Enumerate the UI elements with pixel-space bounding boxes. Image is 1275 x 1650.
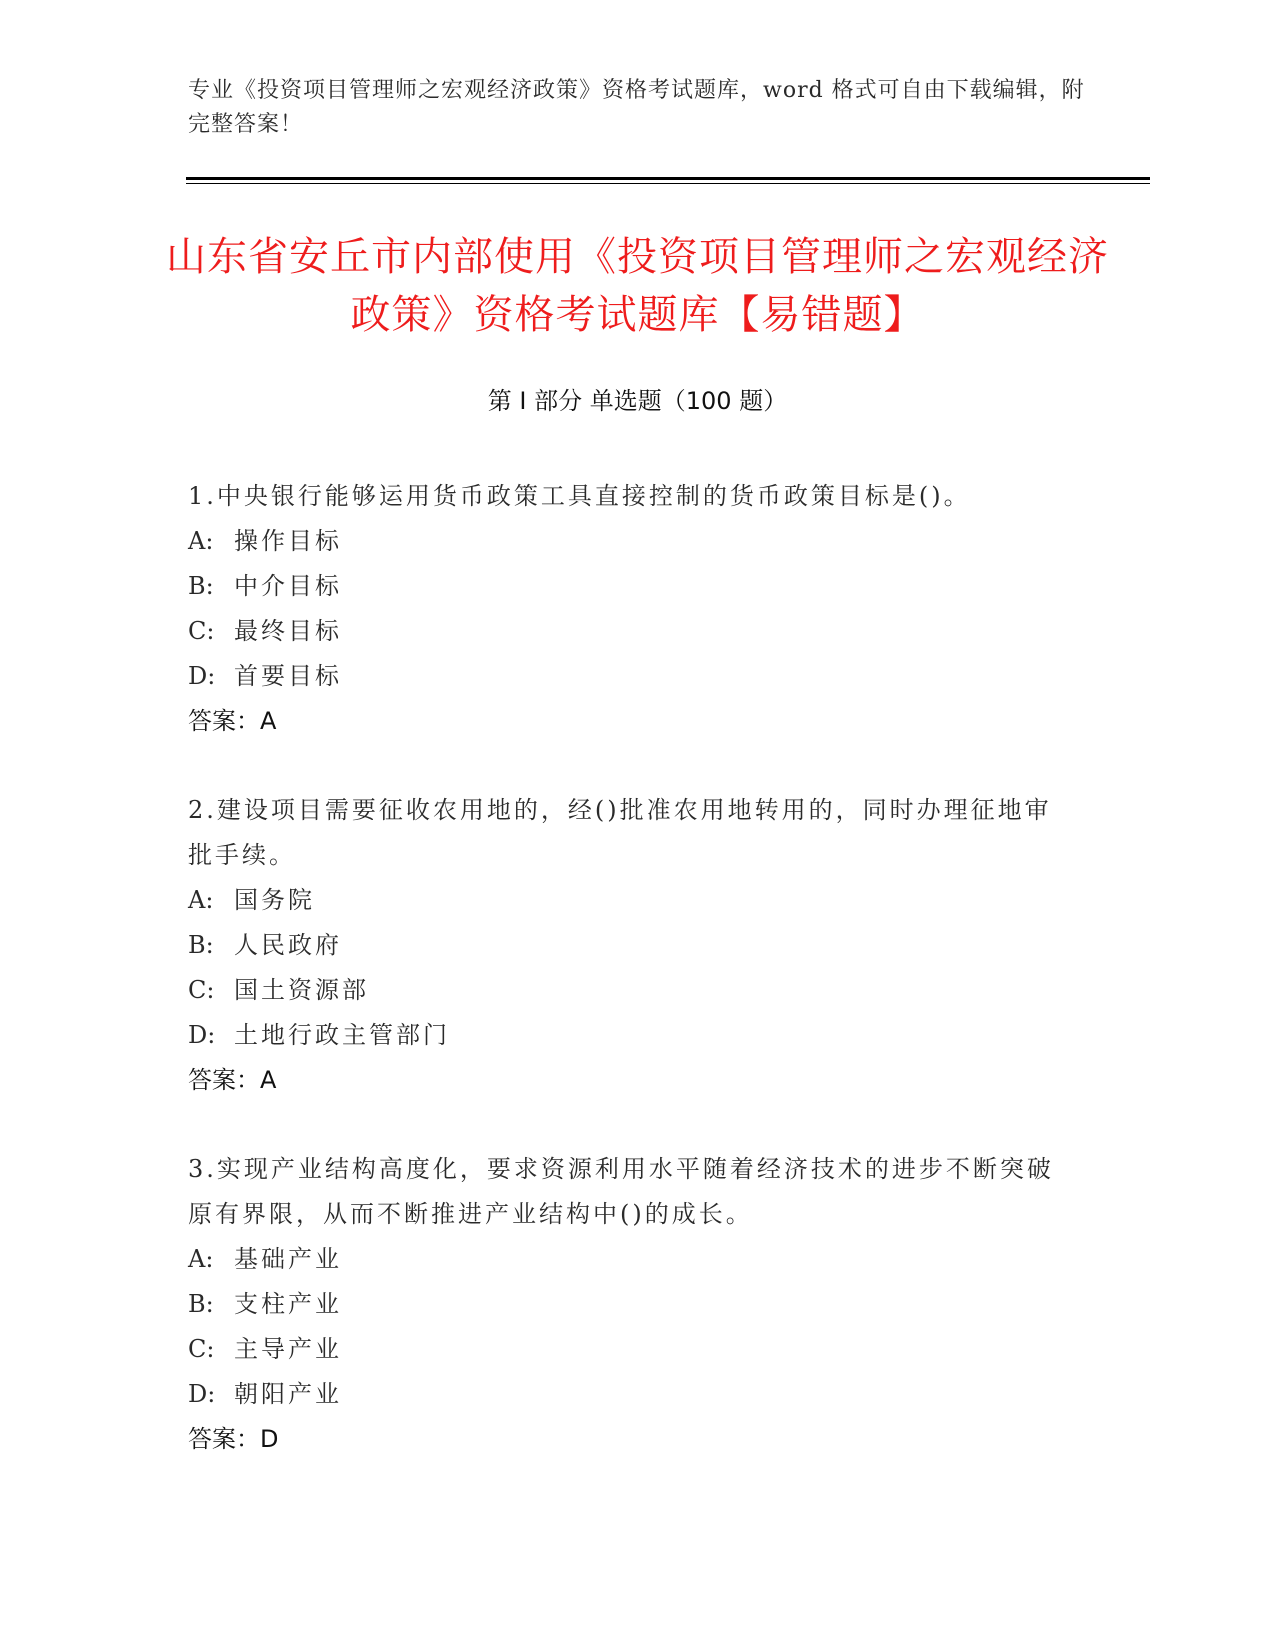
answer-label: 答案： bbox=[188, 1066, 260, 1094]
answer-value: A bbox=[260, 707, 277, 735]
option-key: A: bbox=[188, 1245, 214, 1273]
question-stem: 2.建设项目需要征收农用地的，经()批准农用地转用的，同时办理征地审批手续。 bbox=[188, 796, 1052, 869]
header-divider-thick bbox=[186, 177, 1150, 180]
option-c bbox=[188, 609, 1068, 654]
option-text: 朝阳产业 bbox=[234, 1380, 342, 1408]
option-d bbox=[188, 1372, 1068, 1417]
question-1 bbox=[188, 474, 1068, 744]
question-list bbox=[188, 474, 1068, 1506]
option-text: 首要目标 bbox=[234, 662, 342, 690]
header-divider-thin bbox=[186, 183, 1150, 184]
answer-value: D bbox=[260, 1425, 279, 1453]
option-text: 操作目标 bbox=[234, 527, 342, 555]
option-key: B: bbox=[188, 1290, 214, 1318]
document-title: 山东省安丘市内部使用《投资项目管理师之宏观经济政策》资格考试题库【易错题】 bbox=[166, 234, 1109, 338]
option-key: A: bbox=[188, 886, 214, 914]
option-text: 中介目标 bbox=[234, 572, 342, 600]
answer-label: 答案： bbox=[188, 707, 260, 735]
option-c bbox=[188, 968, 1068, 1013]
section-title: 第 I 部分 单选题（100 题） bbox=[487, 387, 788, 415]
answer-line bbox=[188, 1417, 1068, 1462]
option-b bbox=[188, 564, 1068, 609]
answer-line bbox=[188, 1058, 1068, 1103]
option-text: 支柱产业 bbox=[234, 1290, 342, 1318]
option-d bbox=[188, 1013, 1068, 1058]
option-key: C: bbox=[188, 1335, 215, 1363]
option-key: C: bbox=[188, 976, 215, 1004]
header-note: 专业《投资项目管理师之宏观经济政策》资格考试题库，word 格式可自由下载编辑，附完整答案！ bbox=[188, 78, 1085, 137]
option-key: D: bbox=[188, 662, 216, 690]
answer-value: A bbox=[260, 1066, 277, 1094]
option-key: A: bbox=[188, 527, 214, 555]
question-stem: 1.中央银行能够运用货币政策工具直接控制的货币政策目标是()。 bbox=[188, 482, 971, 510]
option-text: 人民政府 bbox=[234, 931, 342, 959]
option-text: 基础产业 bbox=[234, 1245, 342, 1273]
question-3 bbox=[188, 1147, 1068, 1462]
option-text: 主导产业 bbox=[234, 1335, 342, 1363]
answer-label: 答案： bbox=[188, 1425, 260, 1453]
option-key: B: bbox=[188, 931, 214, 959]
option-key: D: bbox=[188, 1021, 216, 1049]
question-stem: 3.实现产业结构高度化，要求资源利用水平随着经济技术的进步不断突破原有界限，从而不断推进产业结构中()的成长。 bbox=[188, 1155, 1054, 1228]
option-a bbox=[188, 878, 1068, 923]
option-a bbox=[188, 519, 1068, 564]
option-text: 国土资源部 bbox=[234, 976, 369, 1004]
option-key: B: bbox=[188, 572, 214, 600]
question-2 bbox=[188, 788, 1068, 1103]
option-c bbox=[188, 1327, 1068, 1372]
option-key: D: bbox=[188, 1380, 216, 1408]
answer-line bbox=[188, 699, 1068, 744]
option-text: 最终目标 bbox=[234, 617, 342, 645]
option-b bbox=[188, 1282, 1068, 1327]
option-text: 土地行政主管部门 bbox=[234, 1021, 450, 1049]
option-d bbox=[188, 654, 1068, 699]
option-text: 国务院 bbox=[234, 886, 315, 914]
option-a bbox=[188, 1237, 1068, 1282]
option-b bbox=[188, 923, 1068, 968]
option-key: C: bbox=[188, 617, 215, 645]
